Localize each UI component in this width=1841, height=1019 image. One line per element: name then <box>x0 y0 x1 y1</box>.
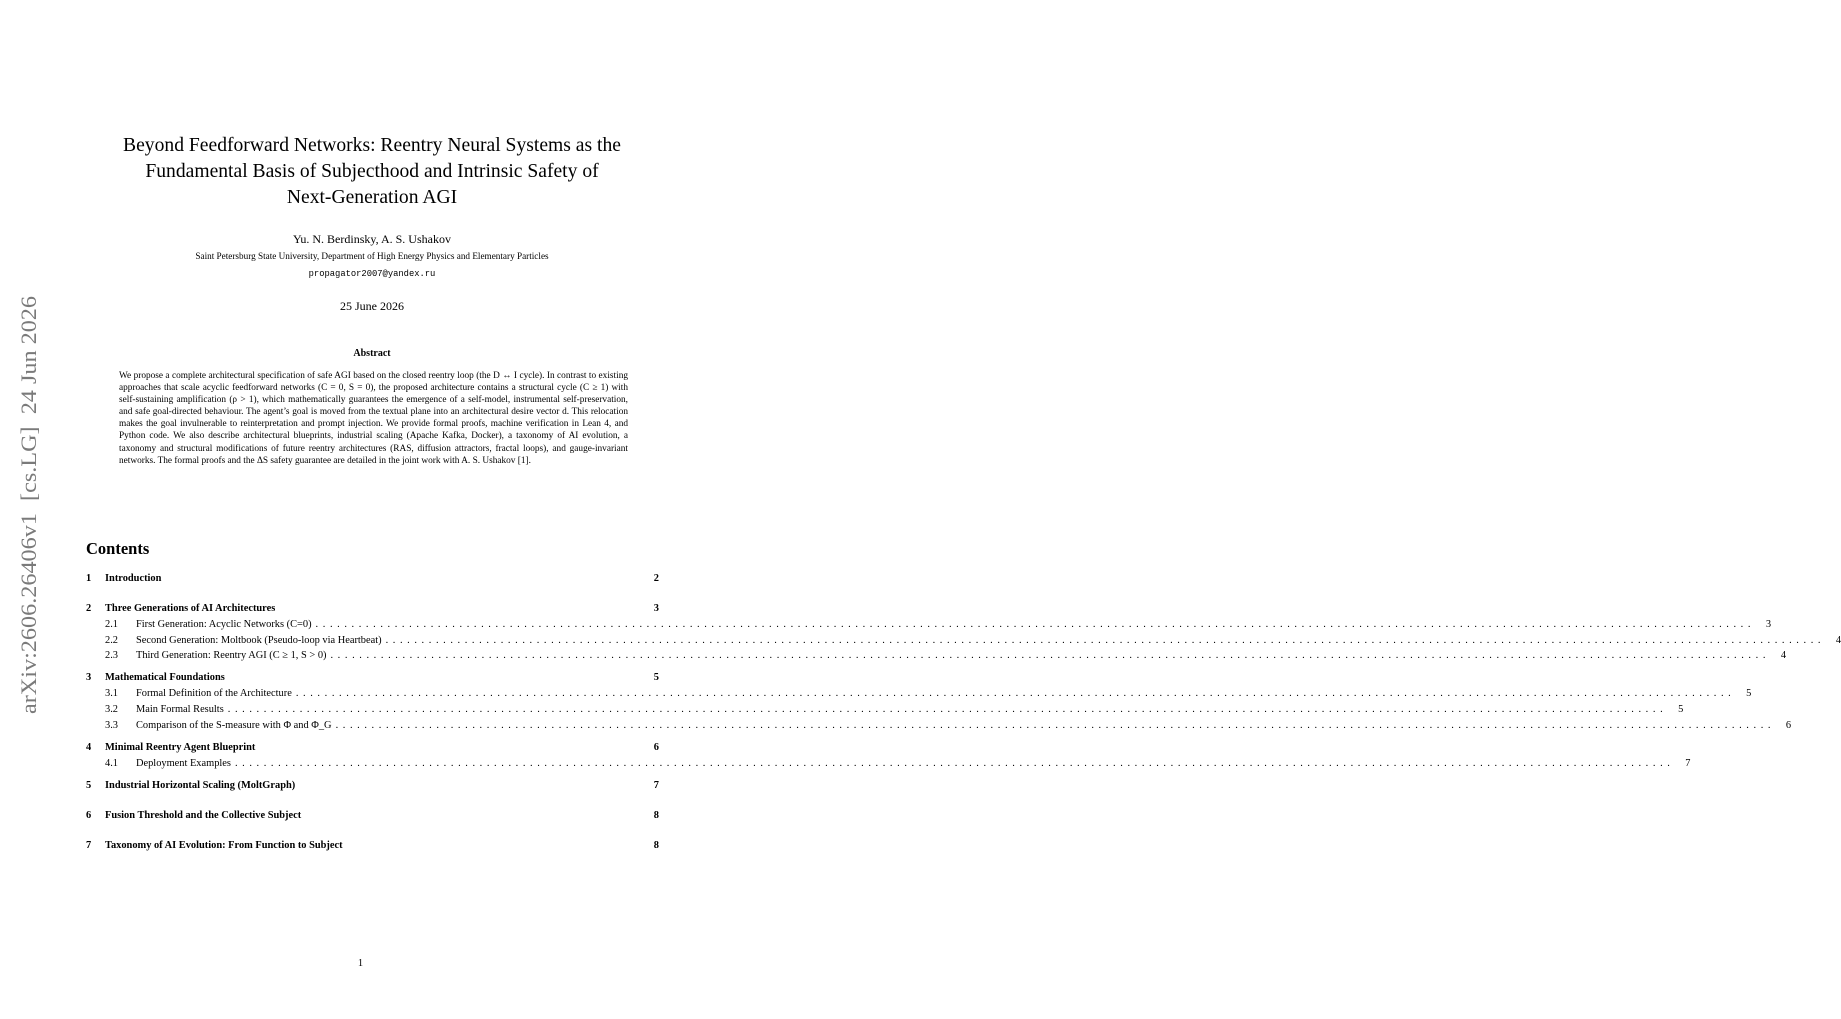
toc-entry-page: 8 <box>653 839 659 851</box>
toc-entry-number: 1 <box>86 573 92 584</box>
toc-entry-page: 5 <box>1746 688 1752 700</box>
title-line: Beyond Feedforward Networks: Reentry Neural Systems as the <box>123 135 621 156</box>
toc-section-entry[interactable] <box>86 603 659 617</box>
toc-subsection-entry[interactable] <box>86 719 1792 734</box>
title-line: Next-Generation AGI <box>286 187 458 208</box>
arxiv-identifier-stamp <box>6 296 46 714</box>
title-line: Fundamental Basis of Subjecthood and Intrinsic Safety of <box>145 161 599 182</box>
toc-entry-page: 4 <box>1835 634 1841 646</box>
toc-entry-page: 3 <box>1765 618 1772 630</box>
toc-entry-title: Taxonomy of AI Evolution: From Function to Subject <box>105 839 343 851</box>
toc-entry-page: 6 <box>1785 719 1792 731</box>
toc-entry-number: 3.2 <box>105 704 118 715</box>
toc-section-entry[interactable] <box>86 742 659 756</box>
toc-entry-title: Industrial Horizontal Scaling (MoltGraph) <box>105 779 296 791</box>
toc-subsection-entry[interactable] <box>86 618 1772 633</box>
toc-leader-dots: ........................................................................................................................................................................................................ <box>385 634 1826 646</box>
arxiv-id-text: arXiv:2606.26406v1 [cs.LG] 24 Jun 2026 <box>16 325 41 714</box>
toc-entry-number: 2.3 <box>105 650 118 662</box>
toc-entry-number: 3 <box>86 672 92 684</box>
toc-entry-number: 4.1 <box>105 757 118 769</box>
toc-entry-number: 2.1 <box>105 618 118 630</box>
toc-entry-title: Mathematical Foundations <box>105 672 225 684</box>
affiliation: Saint Petersburg State University, Department of High Energy Physics and Elementary Particles <box>195 251 549 261</box>
email-address: propagator2007@yandex.ru <box>308 269 436 279</box>
toc-entry-title: Three Generations of AI Architectures <box>105 603 276 614</box>
toc-leader-dots: ........................................................................................................................................................................................................ <box>295 688 1736 700</box>
toc-section-entry[interactable] <box>86 840 659 854</box>
toc-subsection-entry[interactable] <box>86 704 1684 718</box>
toc-entry-number: 6 <box>86 809 92 821</box>
toc-entry-title: Formal Definition of the Architecture <box>136 688 292 700</box>
toc-entry-title: Main Formal Results <box>136 704 224 715</box>
toc-entry-number: 3.1 <box>105 688 118 700</box>
page-number: 1 <box>357 958 364 969</box>
toc-entry-title: Comparison of the S-measure with Φ and Φ_G <box>136 719 332 731</box>
toc-leader-dots: ........................................................................................................................................................................................................ <box>315 618 1756 630</box>
contents-heading: Contents <box>86 539 150 558</box>
toc-entry-number: 4 <box>86 741 92 753</box>
toc-entry-number: 2 <box>86 603 92 614</box>
toc-entry-title: Third Generation: Reentry AGI (C ≥ 1, S > 0) <box>136 650 327 662</box>
toc-entry-page: 2 <box>653 573 659 584</box>
toc-section-entry[interactable] <box>86 672 659 686</box>
toc-entry-number: 5 <box>86 779 92 791</box>
toc-entry-title: Deployment Examples <box>136 757 231 769</box>
toc-entry-number: 7 <box>86 839 92 851</box>
abstract-text: We propose a complete architectural specification of safe AGI based on the closed reentry loop (the D ↔ I cycle). In contrast to existing approaches that scale acyclic feedforward networks (C = 0, S = 0), the proposed architecture contains a structural cycle (C ≥ 1) with self-sustaining amplification (ρ > 1), which mathematically guarantees the emergence of a self-model, instrumental self-preservation, and safe goal-directed behaviour. The agent’s goal is moved from the textual plane into an architectural desire vector d. This relocation makes the goal invulnerable to reinterpretation and prompt injection. We provide formal proofs, machine verification in Lean 4, and Python code. We also describe architectural blueprints, industrial scaling (Apache Kafka, Docker), a taxonomy of AI evolution, a taxonomy and structural modifications of future reentry architectures (RAS, diffusion attractors, fractal loops), and gauge-invariant networks. The formal proofs and the ΔS safety guarantee are detailed in the joint work with A. S. Ushakov [1]. <box>119 371 628 466</box>
paper-date: 25 June 2026 <box>340 299 404 313</box>
toc-entry-page: 8 <box>653 809 659 821</box>
toc-leader-dots: ........................................................................................................................................................................................................ <box>227 704 1668 715</box>
toc-subsection-entry[interactable] <box>86 650 1787 664</box>
toc-entry-title: Second Generation: Moltbook (Pseudo-loop via Heartbeat) <box>136 634 382 646</box>
toc-entry-page: 7 <box>653 779 659 791</box>
toc-entry-title: Introduction <box>105 573 162 584</box>
toc-entry-number: 3.3 <box>105 719 118 731</box>
toc-entry-page: 7 <box>1685 757 1691 769</box>
toc-entry-title: Fusion Threshold and the Collective Subject <box>105 809 302 821</box>
toc-entry-page: 3 <box>653 603 659 614</box>
paper-title <box>80 133 664 211</box>
toc-section-entry[interactable] <box>86 780 659 794</box>
toc-leader-dots: ........................................................................................................................................................................................................ <box>335 719 1776 731</box>
abstract-heading: Abstract <box>353 348 391 359</box>
toc-section-entry[interactable] <box>86 573 659 587</box>
toc-section-entry[interactable] <box>86 810 659 824</box>
toc-leader-dots: ........................................................................................................................................................................................................ <box>234 757 1675 769</box>
toc-entry-title: First Generation: Acyclic Networks (C=0) <box>136 618 312 630</box>
toc-leader-dots: ........................................................................................................................................................................................................ <box>330 650 1771 662</box>
toc-subsection-entry[interactable] <box>86 634 1841 649</box>
toc-entry-title: Minimal Reentry Agent Blueprint <box>105 741 256 753</box>
toc-entry-page: 4 <box>1780 650 1787 662</box>
toc-entry-page: 5 <box>653 672 659 684</box>
toc-subsection-entry[interactable] <box>86 688 1752 702</box>
toc-entry-number: 2.2 <box>105 634 118 646</box>
toc-subsection-entry[interactable] <box>86 757 1691 772</box>
toc-entry-page: 6 <box>653 741 659 753</box>
toc-entry-page: 5 <box>1678 704 1684 715</box>
authors: Yu. N. Berdinsky, A. S. Ushakov <box>293 232 451 246</box>
